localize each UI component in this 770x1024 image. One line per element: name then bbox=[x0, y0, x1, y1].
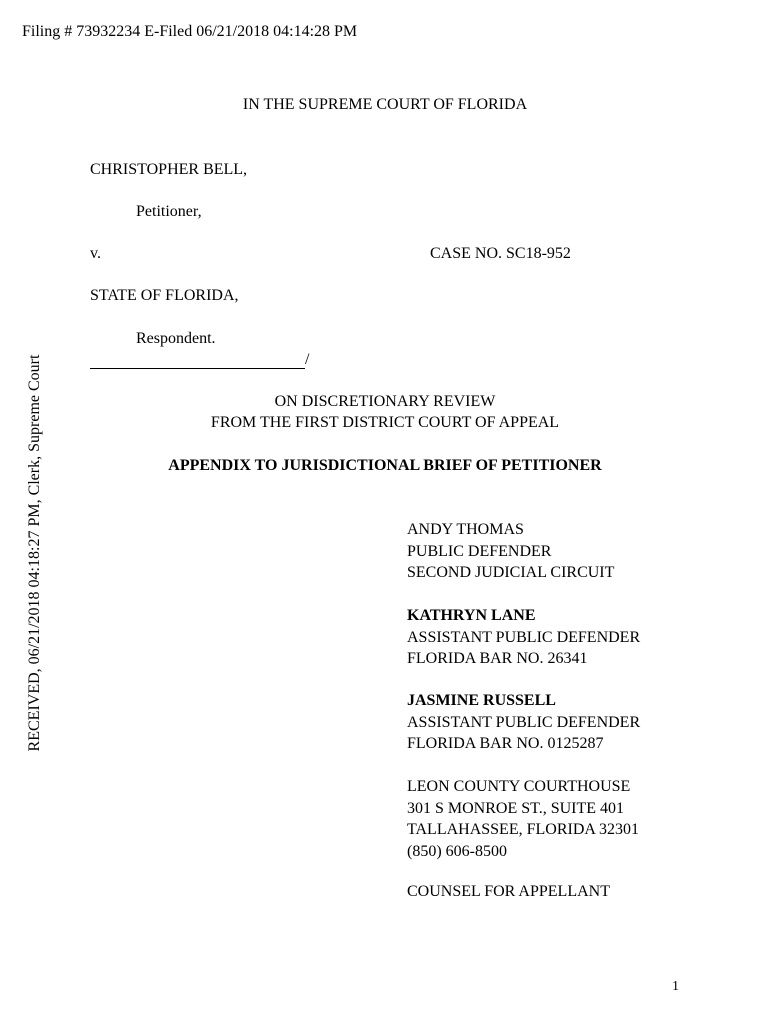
court-title: IN THE SUPREME COURT OF FLORIDA bbox=[242, 96, 528, 113]
separator-line bbox=[90, 354, 305, 369]
attorney-2-bar: FLORIDA BAR NO. 0125287 bbox=[407, 735, 604, 752]
versus-label: v. bbox=[90, 245, 101, 262]
respondent-role: Respondent. bbox=[136, 330, 216, 347]
counsel-for: COUNSEL FOR APPELLANT bbox=[407, 883, 610, 900]
page-number: 1 bbox=[672, 979, 679, 994]
petitioner-role: Petitioner, bbox=[136, 203, 202, 220]
office-name: ANDY THOMAS bbox=[407, 521, 524, 538]
document-title: APPENDIX TO JURISDICTIONAL BRIEF OF PETITIONER bbox=[168, 457, 602, 474]
attorney-2-title: ASSISTANT PUBLIC DEFENDER bbox=[407, 713, 641, 731]
caption-separator bbox=[90, 351, 309, 369]
office-circuit: SECOND JUDICIAL CIRCUIT bbox=[407, 564, 615, 581]
filing-header: Filing # 73932234 E-Filed 06/21/2018 04:14:28 PM bbox=[22, 23, 358, 40]
respondent-name: STATE OF FLORIDA, bbox=[90, 287, 239, 304]
attorney-1-bar: FLORIDA BAR NO. 26341 bbox=[407, 650, 588, 667]
attorney-1-title: ASSISTANT PUBLIC DEFENDER bbox=[407, 628, 641, 646]
case-number: CASE NO. SC18-952 bbox=[430, 245, 571, 262]
address-line-1: LEON COUNTY COURTHOUSE bbox=[407, 778, 631, 795]
office-title: PUBLIC DEFENDER bbox=[407, 542, 552, 560]
separator-slash: / bbox=[305, 351, 310, 368]
petitioner-name: CHRISTOPHER BELL, bbox=[90, 161, 248, 178]
address-line-2: 301 S MONROE ST., SUITE 401 bbox=[407, 799, 625, 817]
public-defender-block bbox=[407, 519, 614, 584]
attorney-2-name: JASMINE RUSSELL bbox=[407, 692, 556, 709]
review-line-1: ON DISCRETIONARY REVIEW bbox=[274, 393, 496, 410]
attorney-1-block bbox=[407, 605, 640, 670]
attorney-1-name: KATHRYN LANE bbox=[407, 607, 536, 624]
review-line-2: FROM THE FIRST DISTRICT COURT OF APPEAL bbox=[210, 414, 560, 431]
phone-number: (850) 606-8500 bbox=[407, 842, 507, 860]
address-line-3: TALLAHASSEE, FLORIDA 32301 bbox=[407, 821, 640, 838]
received-stamp: RECEIVED, 06/21/2018 04:18:27 PM, Clerk, Supreme Court bbox=[26, 354, 43, 752]
address-block bbox=[407, 776, 639, 862]
attorney-2-block bbox=[407, 690, 640, 755]
